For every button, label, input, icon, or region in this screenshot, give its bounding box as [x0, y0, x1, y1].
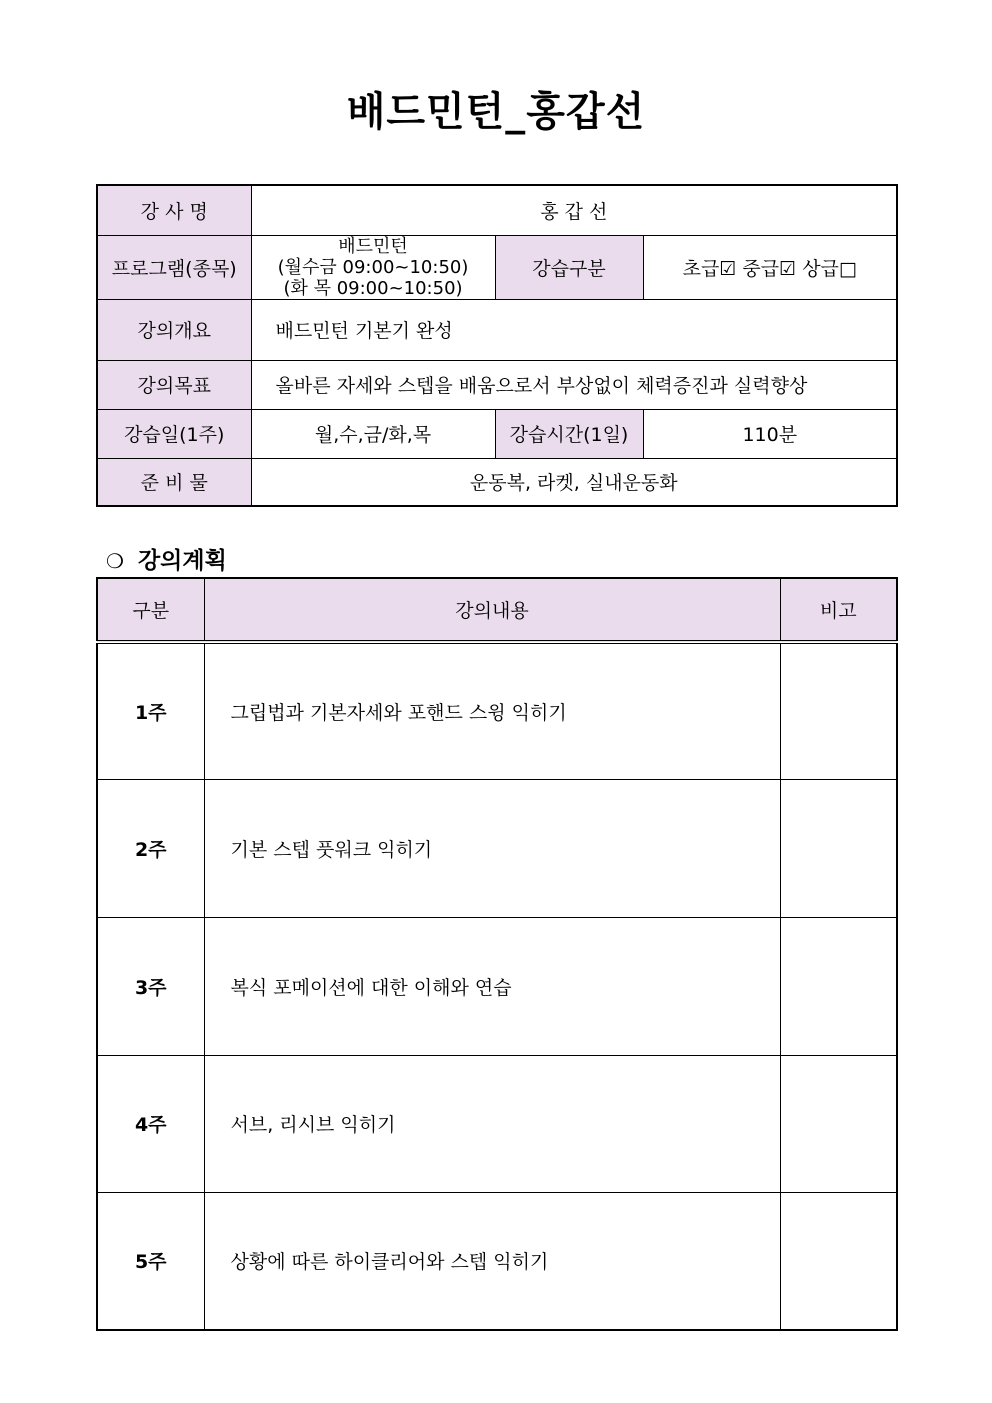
- note-cell: [780, 1055, 897, 1192]
- header-category: 구분: [97, 578, 204, 642]
- time-value: 110분: [643, 409, 897, 458]
- class-type-label: 강습구분: [495, 235, 643, 299]
- table-row: [97, 917, 897, 1055]
- class-type-value: 초급☑ 중급☑ 상급□: [643, 235, 897, 299]
- content-cell: 기본 스텝 풋워크 익히기: [204, 779, 780, 917]
- content-cell: 그립법과 기본자세와 포핸드 스윙 익히기: [204, 642, 780, 779]
- program-line: 배드민턴: [338, 235, 408, 257]
- overview-value: 배드민턴 기본기 완성: [251, 299, 897, 360]
- program-value: [251, 235, 495, 299]
- time-label: 강습시간(1일): [495, 409, 643, 458]
- program-label: 프로그램(종목): [97, 235, 251, 299]
- page-title: 배드민턴_홍갑선: [346, 89, 646, 135]
- content-cell: 상황에 따른 하이클리어와 스텝 익히기: [204, 1192, 780, 1330]
- week-cell: 2주: [97, 779, 204, 917]
- content-cell: 복식 포메이션에 대한 이해와 연습: [204, 917, 780, 1055]
- note-cell: [780, 1192, 897, 1330]
- supplies-value: 운동복, 라켓, 실내운동화: [251, 458, 897, 506]
- table-row: [97, 642, 897, 779]
- course-info-table: [96, 184, 898, 507]
- overview-label: 강의개요: [97, 299, 251, 360]
- note-cell: [780, 917, 897, 1055]
- content-cell: 서브, 리시브 익히기: [204, 1055, 780, 1192]
- week-cell: 3주: [97, 917, 204, 1055]
- header-content: 강의내용: [204, 578, 780, 642]
- week-cell: 4주: [97, 1055, 204, 1192]
- lesson-plan-table: [96, 577, 898, 1331]
- note-cell: [780, 779, 897, 917]
- table-row: [97, 779, 897, 917]
- section-title: 강의계획: [137, 548, 227, 574]
- program-line: (월수금 09:00~10:50): [277, 256, 469, 278]
- week-cell: 5주: [97, 1192, 204, 1330]
- note-cell: [780, 642, 897, 779]
- circle-bullet-icon: ❍: [106, 549, 124, 573]
- instructor-label: 강 사 명: [97, 185, 251, 235]
- days-label: 강습일(1주): [97, 409, 251, 458]
- supplies-label: 준 비 물: [97, 458, 251, 506]
- section-heading: [106, 542, 227, 575]
- table-row: [97, 1055, 897, 1192]
- program-line: (화 목 09:00~10:50): [283, 277, 463, 299]
- week-cell: 1주: [97, 642, 204, 779]
- table-row: [97, 1192, 897, 1330]
- instructor-value: 홍 갑 선: [251, 185, 897, 235]
- goal-label: 강의목표: [97, 360, 251, 409]
- header-note: 비고: [780, 578, 897, 642]
- days-value: 월,수,금/화,목: [251, 409, 495, 458]
- goal-value: 올바른 자세와 스텝을 배움으로서 부상없이 체력증진과 실력향상: [251, 360, 897, 409]
